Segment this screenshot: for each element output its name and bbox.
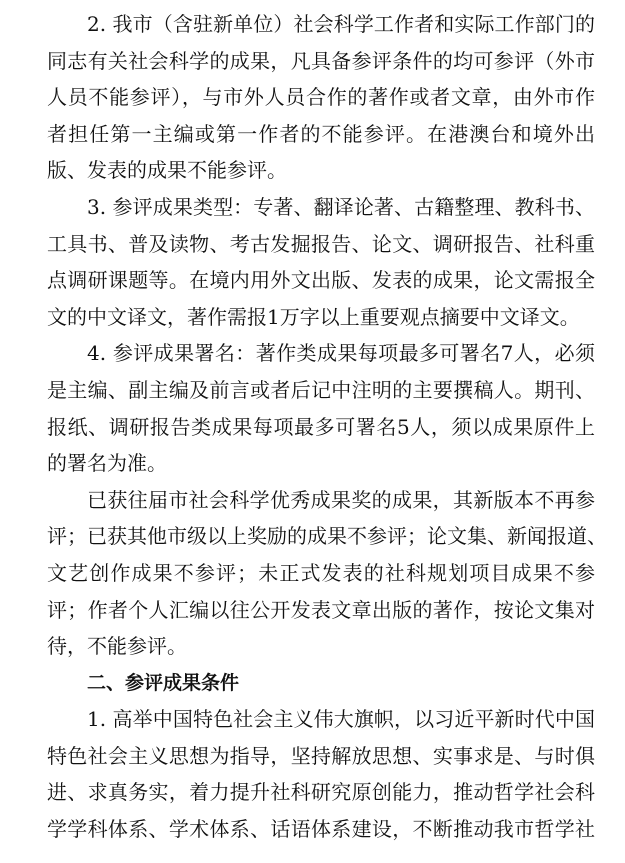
- text-line: 评；作者个人汇编以往公开发表文章出版的著作，按论文集对: [47, 597, 595, 622]
- document-page: [47, 6, 607, 848]
- paragraph-condition-1: [47, 701, 595, 847]
- text-line: 版、发表的成果不能参评。: [47, 158, 287, 183]
- paragraph-item-3: [47, 189, 595, 335]
- text-line: 点调研课题等。在境内用外文出版、发表的成果，论文需报全: [47, 268, 595, 293]
- text-line: 同志有关社会科学的成果，凡具备参评条件的均可参评（外市: [47, 48, 595, 73]
- text-line: 的署名为准。: [47, 451, 167, 476]
- text-line: 人员不能参评），与市外人员合作的著作或者文章，由外市作: [47, 85, 595, 110]
- paragraph-exclusions: [47, 482, 607, 665]
- text-line: 1. 高举中国特色社会主义伟大旗帜，以习近平新时代中国: [87, 707, 595, 732]
- text-line: 已获往届市社会科学优秀成果奖的成果，其新版本不再参: [87, 487, 595, 512]
- text-line: 是主编、副主编及前言或者后记中注明的主要撰稿人。期刊、: [47, 377, 595, 402]
- text-line: 学学科体系、学术体系、话语体系建设，不断推动我市哲学社: [47, 817, 595, 842]
- text-line: 工具书、普及读物、考古发掘报告、论文、调研报告、社科重: [47, 231, 595, 256]
- paragraph-item-2: [47, 6, 595, 189]
- text-line: 文艺创作成果不参评；未正式发表的社科规划项目成果不参: [47, 560, 595, 585]
- text-line: 进、求真务实，着力提升社科研究原创能力，推动哲学社会科: [47, 780, 595, 805]
- text-line: 3. 参评成果类型：专著、翻译论著、古籍整理、教科书、: [87, 194, 595, 219]
- text-line: 待，不能参评。: [47, 634, 187, 659]
- text-line: 2. 我市（含驻新单位）社会科学工作者和实际工作部门的: [87, 12, 595, 36]
- text-line: 特色社会主义思想为指导，坚持解放思想、实事求是、与时俱: [47, 743, 595, 768]
- paragraph-item-4: [47, 335, 595, 481]
- text-line: 者担任第一主编或第一作者的不能参评。在港澳台和境外出: [47, 121, 595, 146]
- text-line: 报纸、调研报告类成果每项最多可署名5人，须以成果原件上: [47, 414, 595, 439]
- section-title: 二、参评成果条件: [87, 671, 240, 694]
- section-heading: [47, 665, 595, 702]
- text-line: 4. 参评成果署名：著作类成果每项最多可署名7人，必须: [87, 341, 595, 366]
- text-line: 评；已获其他市级以上奖励的成果不参评；论文集、新闻报道、: [47, 524, 607, 549]
- text-line: 文的中文译文，著作需报1万字以上重要观点摘要中文译文。: [47, 304, 580, 329]
